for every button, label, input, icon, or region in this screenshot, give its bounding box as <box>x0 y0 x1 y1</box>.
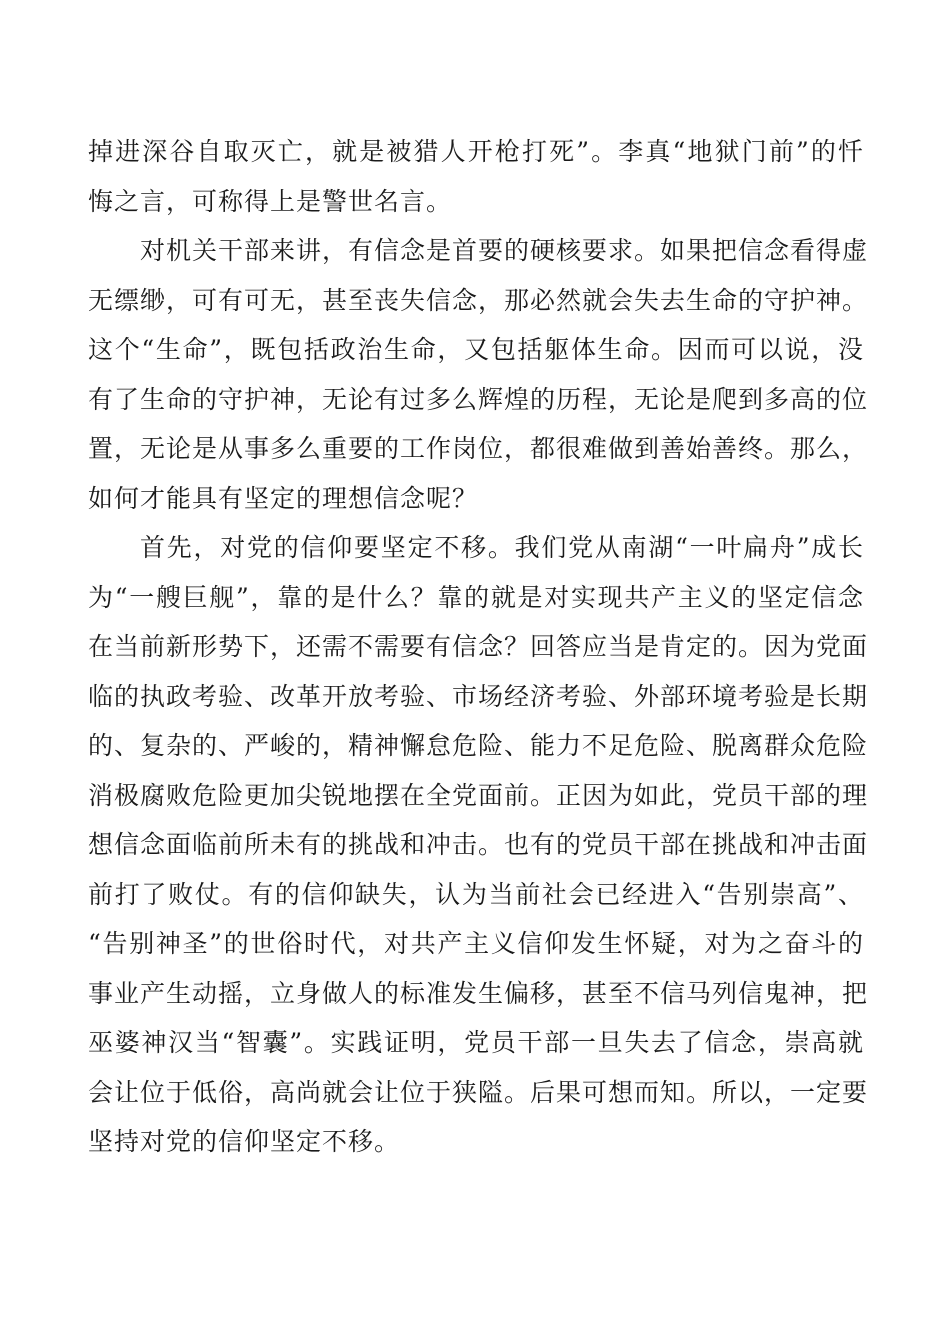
text-line: 无缥缈，可有可无，甚至丧失信念，那必然就会失去生命的守护神。 <box>88 285 869 315</box>
text-line: 会让位于低俗，高尚就会让位于狭隘。后果可想而知。所以，一定要 <box>88 1077 869 1107</box>
text-line: 掉进深谷自取灭亡，就是被猎人开枪打死”。李真“地狱门前”的忏 <box>88 137 864 166</box>
text-line: 消极腐败危险更加尖锐地摆在全党面前。正因为如此，党员干部的理 <box>88 780 869 810</box>
paragraph-first-line: 对机关干部来讲，有信念是首要的硬核要求。如果把信念看得虚 <box>140 236 869 265</box>
paragraph-first-line: 首先，对党的信仰要坚定不移。我们党从南湖“一叶扁舟”成长 <box>140 533 864 562</box>
text-line: “告别神圣”的世俗时代，对共产主义信仰发生怀疑，对为之奋斗的 <box>88 929 864 958</box>
text-line: 巫婆神汉当“智囊”。实践证明，党员干部一旦失去了信念，崇高就 <box>88 1028 864 1057</box>
text-line: 坚持对党的信仰坚定不移。 <box>88 1127 401 1156</box>
text-line: 前打了败仗。有的信仰缺失，认为当前社会已经进入“告别崇高”、 <box>88 879 864 909</box>
text-line: 如何才能具有坚定的理想信念呢？ <box>88 483 479 513</box>
text-line: 事业产生动摇，立身做人的标准发生偏移，甚至不信马列信鬼神，把 <box>88 978 869 1008</box>
text-line: 临的执政考验、改革开放考验、市场经济考验、外部环境考验是长期 <box>88 681 869 711</box>
text-line: 置，无论是从事多么重要的工作岗位，都很难做到善始善终。那么， <box>88 434 869 463</box>
text-line: 的、复杂的、严峻的，精神懈怠危险、能力不足危险、脱离群众危险 <box>88 731 869 760</box>
body-text <box>88 127 869 1167</box>
text-line: 在当前新形势下，还需不需要有信念？回答应当是肯定的。因为党面 <box>88 632 869 661</box>
text-line: 有了生命的守护神，无论有过多么辉煌的历程，无论是爬到多高的位 <box>88 384 869 414</box>
text-line: 想信念面临前所未有的挑战和冲击。也有的党员干部在挑战和冲击面 <box>88 830 869 859</box>
text-line: 这个“生命”，既包括政治生命，又包括躯体生命。因而可以说，没 <box>88 335 864 364</box>
text-line: 悔之言，可称得上是警世名言。 <box>88 186 453 216</box>
text-line: 为“一艘巨舰”，靠的是什么？靠的就是对实现共产主义的坚定信念 <box>88 582 864 612</box>
